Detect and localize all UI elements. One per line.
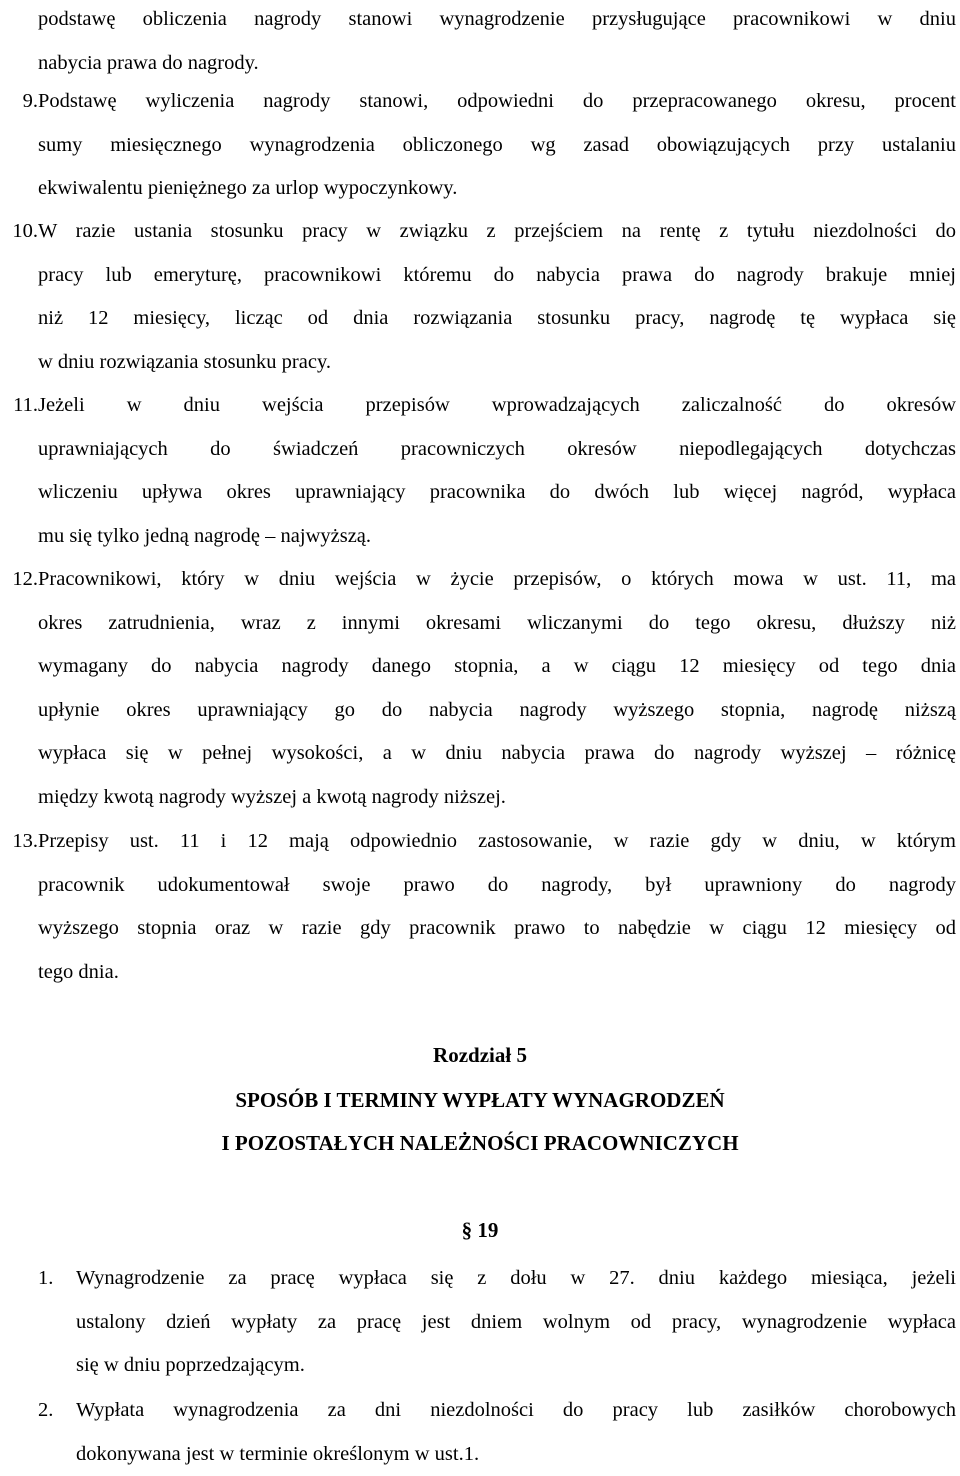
chapter-label: Rozdział 5 xyxy=(0,1043,960,1068)
item-number: 9. xyxy=(1,80,38,124)
item-number: 11. xyxy=(1,384,38,428)
item-number: 12. xyxy=(1,558,38,602)
text-line: ustalony dzień wypłaty za pracę jest dniem wolnym od pracy, wynagrodzenie wypłaca xyxy=(76,1301,956,1345)
text-line: uprawniających do świadczeń pracowniczych okresów niepodlegających dotychczas xyxy=(38,428,956,472)
text-line: Wynagrodzenie za pracę wypłaca się z dołu w 27. dniu każdego miesiąca, jeżeli xyxy=(76,1257,956,1301)
text-line: podstawę obliczenia nagrody stanowi wynagrodzenie przysługujące pracownikowi w dniu xyxy=(38,0,956,42)
text-line: Jeżeli w dniu wejścia przepisów wprowadzających zaliczalność do okresów xyxy=(38,384,956,428)
intro-paragraph xyxy=(38,0,956,85)
text-line: mu się tylko jedną nagrodę – najwyższą. xyxy=(38,515,956,559)
list-item-12 xyxy=(38,558,956,819)
chapter-title-line-2: I POZOSTAŁYCH NALEŻNOŚCI PRACOWNICZYCH xyxy=(0,1131,960,1156)
text-line: w dniu rozwiązania stosunku pracy. xyxy=(38,341,956,385)
text-line: okres zatrudnienia, wraz z innymi okresami wliczanymi do tego okresu, dłuższy niż xyxy=(38,602,956,646)
text-line: sumy miesięcznego wynagrodzenia obliczonego wg zasad obowiązujących przy ustalaniu xyxy=(38,124,956,168)
chapter-title-line-1: SPOSÓB I TERMINY WYPŁATY WYNAGRODZEŃ xyxy=(0,1088,960,1113)
text-line: tego dnia. xyxy=(38,951,956,995)
list-item-9 xyxy=(38,80,956,211)
item-number: 13. xyxy=(1,820,38,864)
text-line: niż 12 miesięcy, licząc od dnia rozwiązania stosunku pracy, nagrodę tę wypłaca się xyxy=(38,297,956,341)
text-line: wliczeniu upływa okres uprawniający pracownika do dwóch lub więcej nagród, wypłaca xyxy=(38,471,956,515)
text-line: W razie ustania stosunku pracy w związku z przejściem na rentę z tytułu niezdolności do xyxy=(38,210,956,254)
section-item-2 xyxy=(76,1389,956,1476)
text-line: Wypłata wynagrodzenia za dni niezdolności do pracy lub zasiłków chorobowych xyxy=(76,1389,956,1433)
list-item-10 xyxy=(38,210,956,384)
list-item-11 xyxy=(38,384,956,558)
section-number: § 19 xyxy=(0,1218,960,1243)
item-number: 1. xyxy=(38,1257,53,1301)
text-line: Pracownikowi, który w dniu wejścia w życie przepisów, o których mowa w ust. 11, ma xyxy=(38,558,956,602)
text-line: wymagany do nabycia nagrody danego stopnia, a w ciągu 12 miesięcy od tego dnia xyxy=(38,645,956,689)
text-line: wypłaca się w pełnej wysokości, a w dniu nabycia prawa do nagrody wyższej – różnicę xyxy=(38,732,956,776)
text-line: między kwotą nagrody wyższej a kwotą nagrody niższej. xyxy=(38,776,956,820)
text-line: pracownik udokumentował swoje prawo do nagrody, był uprawniony do nagrody xyxy=(38,864,956,908)
text-line: się w dniu poprzedzającym. xyxy=(76,1344,956,1388)
text-line: Podstawę wyliczenia nagrody stanowi, odpowiedni do przepracowanego okresu, procent xyxy=(38,80,956,124)
item-number: 10. xyxy=(1,210,38,254)
text-line: dokonywana jest w terminie określonym w ust.1. xyxy=(76,1433,956,1476)
text-line: Przepisy ust. 11 i 12 mają odpowiednio zastosowanie, w razie gdy w dniu, w którym xyxy=(38,820,956,864)
text-line: ekwiwalentu pieniężnego za urlop wypoczynkowy. xyxy=(38,167,956,211)
list-item-13 xyxy=(38,820,956,994)
text-line: upłynie okres uprawniający go do nabycia nagrody wyższego stopnia, nagrodę niższą xyxy=(38,689,956,733)
text-line: wyższego stopnia oraz w razie gdy pracownik prawo to nabędzie w ciągu 12 miesięcy od xyxy=(38,907,956,951)
section-item-1 xyxy=(76,1257,956,1388)
item-number: 2. xyxy=(38,1389,53,1433)
text-line: pracy lub emeryturę, pracownikowi któremu do nabycia prawa do nagrody brakuje mniej xyxy=(38,254,956,298)
text-line: nabycia prawa do nagrody. xyxy=(38,42,956,86)
